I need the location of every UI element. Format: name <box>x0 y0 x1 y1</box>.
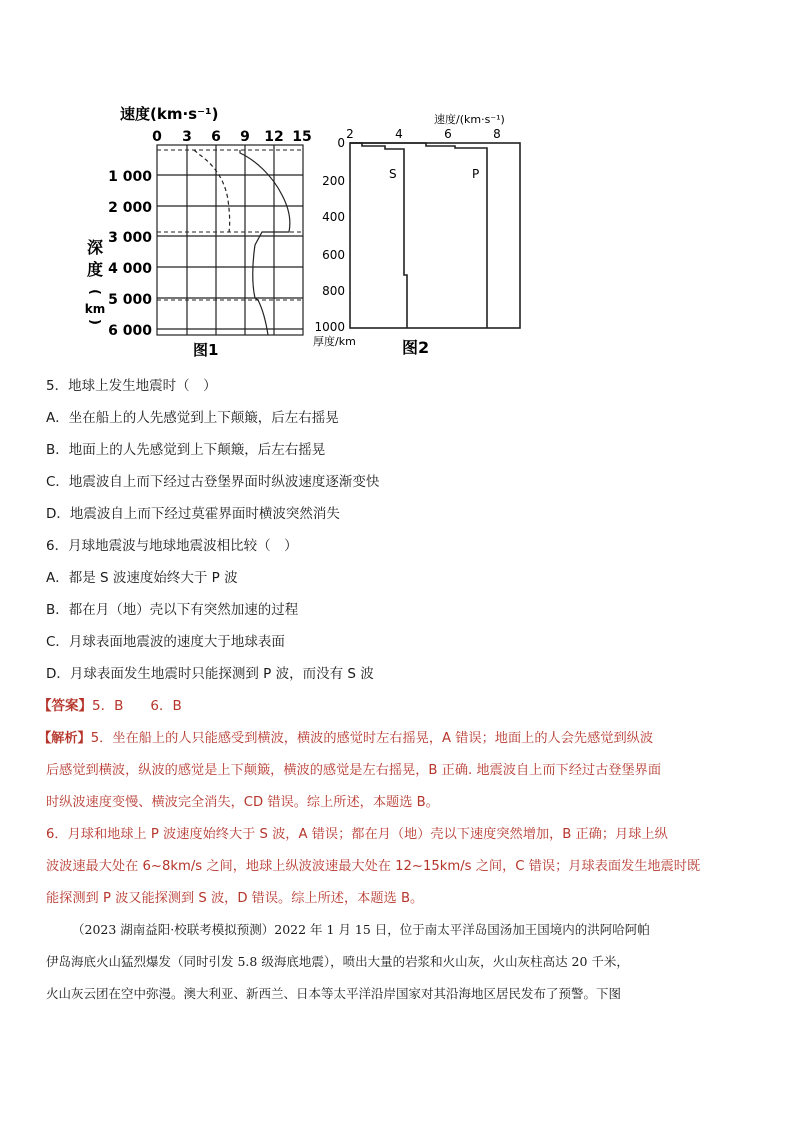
q6-option-a: A．都是 S 波速度始终大于 P 波 <box>46 570 238 586</box>
fig2-ytick: 400 <box>322 210 345 224</box>
q6-option-c: C．月球表面地震波的速度大于地球表面 <box>46 634 285 650</box>
fig1-xtick: 12 <box>264 129 284 145</box>
fig1-s-wave-curve <box>194 150 230 232</box>
fig1-xtick: 15 <box>292 129 312 145</box>
fig1-ytick: 6 000 <box>108 323 152 339</box>
analysis-tag: 【解析】 <box>38 731 91 746</box>
analysis-line-4: 6．月球和地球上 P 波速度始终大于 S 波，A 错误；都在月（地）壳以下速度突然增加，B 正确；月球上纵 <box>46 827 668 842</box>
analysis-line-2: 后感觉到横波，纵波的感觉是上下颠簸，横波的感觉是左右摇晃，B 正确. 地震波自上而下经过古登堡界面 <box>46 763 662 778</box>
svg-text:(: ( <box>87 289 102 295</box>
fig2-ytick: 0 <box>337 136 345 150</box>
figure1-caption: 图1 <box>193 341 219 359</box>
q5-option-b: B．地面上的人先感觉到上下颠簸，后左右摇晃 <box>46 442 326 458</box>
svg-text:度: 度 <box>86 260 104 279</box>
fig2-xtick: 8 <box>493 127 501 141</box>
answer-text: 5．B 6．B <box>92 698 182 714</box>
fig2-frame <box>350 143 520 328</box>
fig2-ytick: 800 <box>322 284 345 298</box>
answer-tag: 【答案】 <box>38 698 92 714</box>
q5-stem: 5．地球上发生地震时（ ） <box>46 378 217 394</box>
fig1-ytick: 2 000 <box>108 200 152 216</box>
analysis-line-3: 时纵波速度变慢、横波完全消失，CD 错误。综上所述，本题选 B。 <box>46 795 439 810</box>
fig1-xtick: 9 <box>240 129 250 145</box>
fig2-ytick: 1000 <box>314 320 345 334</box>
figure2-title: 速度/(km·s⁻¹) <box>434 113 505 126</box>
analysis-line-6: 能探测到 P 波又能探测到 S 波，D 错误。综上所述，本题选 B。 <box>46 891 424 906</box>
passage-line-2: 伊岛海底火山猛烈爆发（同时引发 5.8 级海底地震），喷出大量的岩浆和火山灰，火山灰柱高达 20 千米， <box>46 954 629 969</box>
fig2-xtick: 4 <box>395 127 403 141</box>
q5-option-d: D．地震波自上而下经过莫霍界面时横波突然消失 <box>46 506 340 522</box>
fig1-p-wave-curve <box>240 150 290 335</box>
fig1-grid <box>157 145 303 335</box>
fig2-p-label: P <box>472 167 480 181</box>
svg-text:): ) <box>87 319 102 325</box>
q5-option-c: C．地震波自上而下经过古登堡界面时纵波速度逐渐变快 <box>46 474 380 490</box>
analysis-line-1: 【解析】5．坐在船上的人只能感受到横波，横波的感觉时左右摇晃，A 错误；地面上的人会先感觉到纵波 <box>38 731 654 746</box>
fig1-xtick: 3 <box>182 129 192 145</box>
fig2-y-unit: 厚度/km <box>313 335 356 348</box>
fig2-s-label: S <box>389 167 397 181</box>
figure1-title: 速度(km·s⁻¹) <box>120 105 219 123</box>
fig2-ytick: 200 <box>322 174 345 188</box>
answer-block <box>38 697 182 715</box>
fig1-xtick: 6 <box>211 129 221 145</box>
q6-option-b: B．都在月（地）壳以下有突然加速的过程 <box>46 602 299 618</box>
svg-text:深: 深 <box>86 238 104 257</box>
fig1-xtick: 0 <box>152 129 162 145</box>
fig1-ytick: 4 000 <box>108 261 152 277</box>
figure2-caption: 图2 <box>402 338 430 357</box>
fig1-ytick: 1 000 <box>108 169 152 185</box>
passage-line-1: （2023 湖南益阳·校联考模拟预测）2022 年 1 月 15 日，位于南太平洋岛国汤加王国境内的洪阿哈阿帕 <box>72 922 650 937</box>
analysis-line-5: 波波速最大处在 6~8km/s 之间，地球上纵波波速最大处在 12~15km/s 之间，C 错误；月球表面发生地震时既 <box>46 859 701 874</box>
figure1 <box>0 0 794 370</box>
fig1-ytick: 3 000 <box>108 230 152 246</box>
fig2-s-wave-line <box>350 143 407 328</box>
fig1-ylabel <box>85 238 105 325</box>
q6-option-d: D．月球表面发生地震时只能探测到 P 波，而没有 S 波 <box>46 666 374 682</box>
fig1-ytick: 5 000 <box>108 292 152 308</box>
passage-line-3: 火山灰云团在空中弥漫。澳大利亚、新西兰、日本等太平洋沿岸国家对其沿海地区居民发布了预警。下图 <box>46 986 622 1001</box>
fig2-ytick: 600 <box>322 248 345 262</box>
fig2-xtick: 2 <box>346 127 354 141</box>
fig2-p-wave-line <box>350 143 487 328</box>
q5-option-a: A．坐在船上的人先感觉到上下颠簸，后左右摇晃 <box>46 410 339 426</box>
svg-text:km: km <box>84 302 106 316</box>
fig2-xtick: 6 <box>444 127 452 141</box>
q6-stem: 6．月球地震波与地球地震波相比较（ ） <box>46 538 298 554</box>
